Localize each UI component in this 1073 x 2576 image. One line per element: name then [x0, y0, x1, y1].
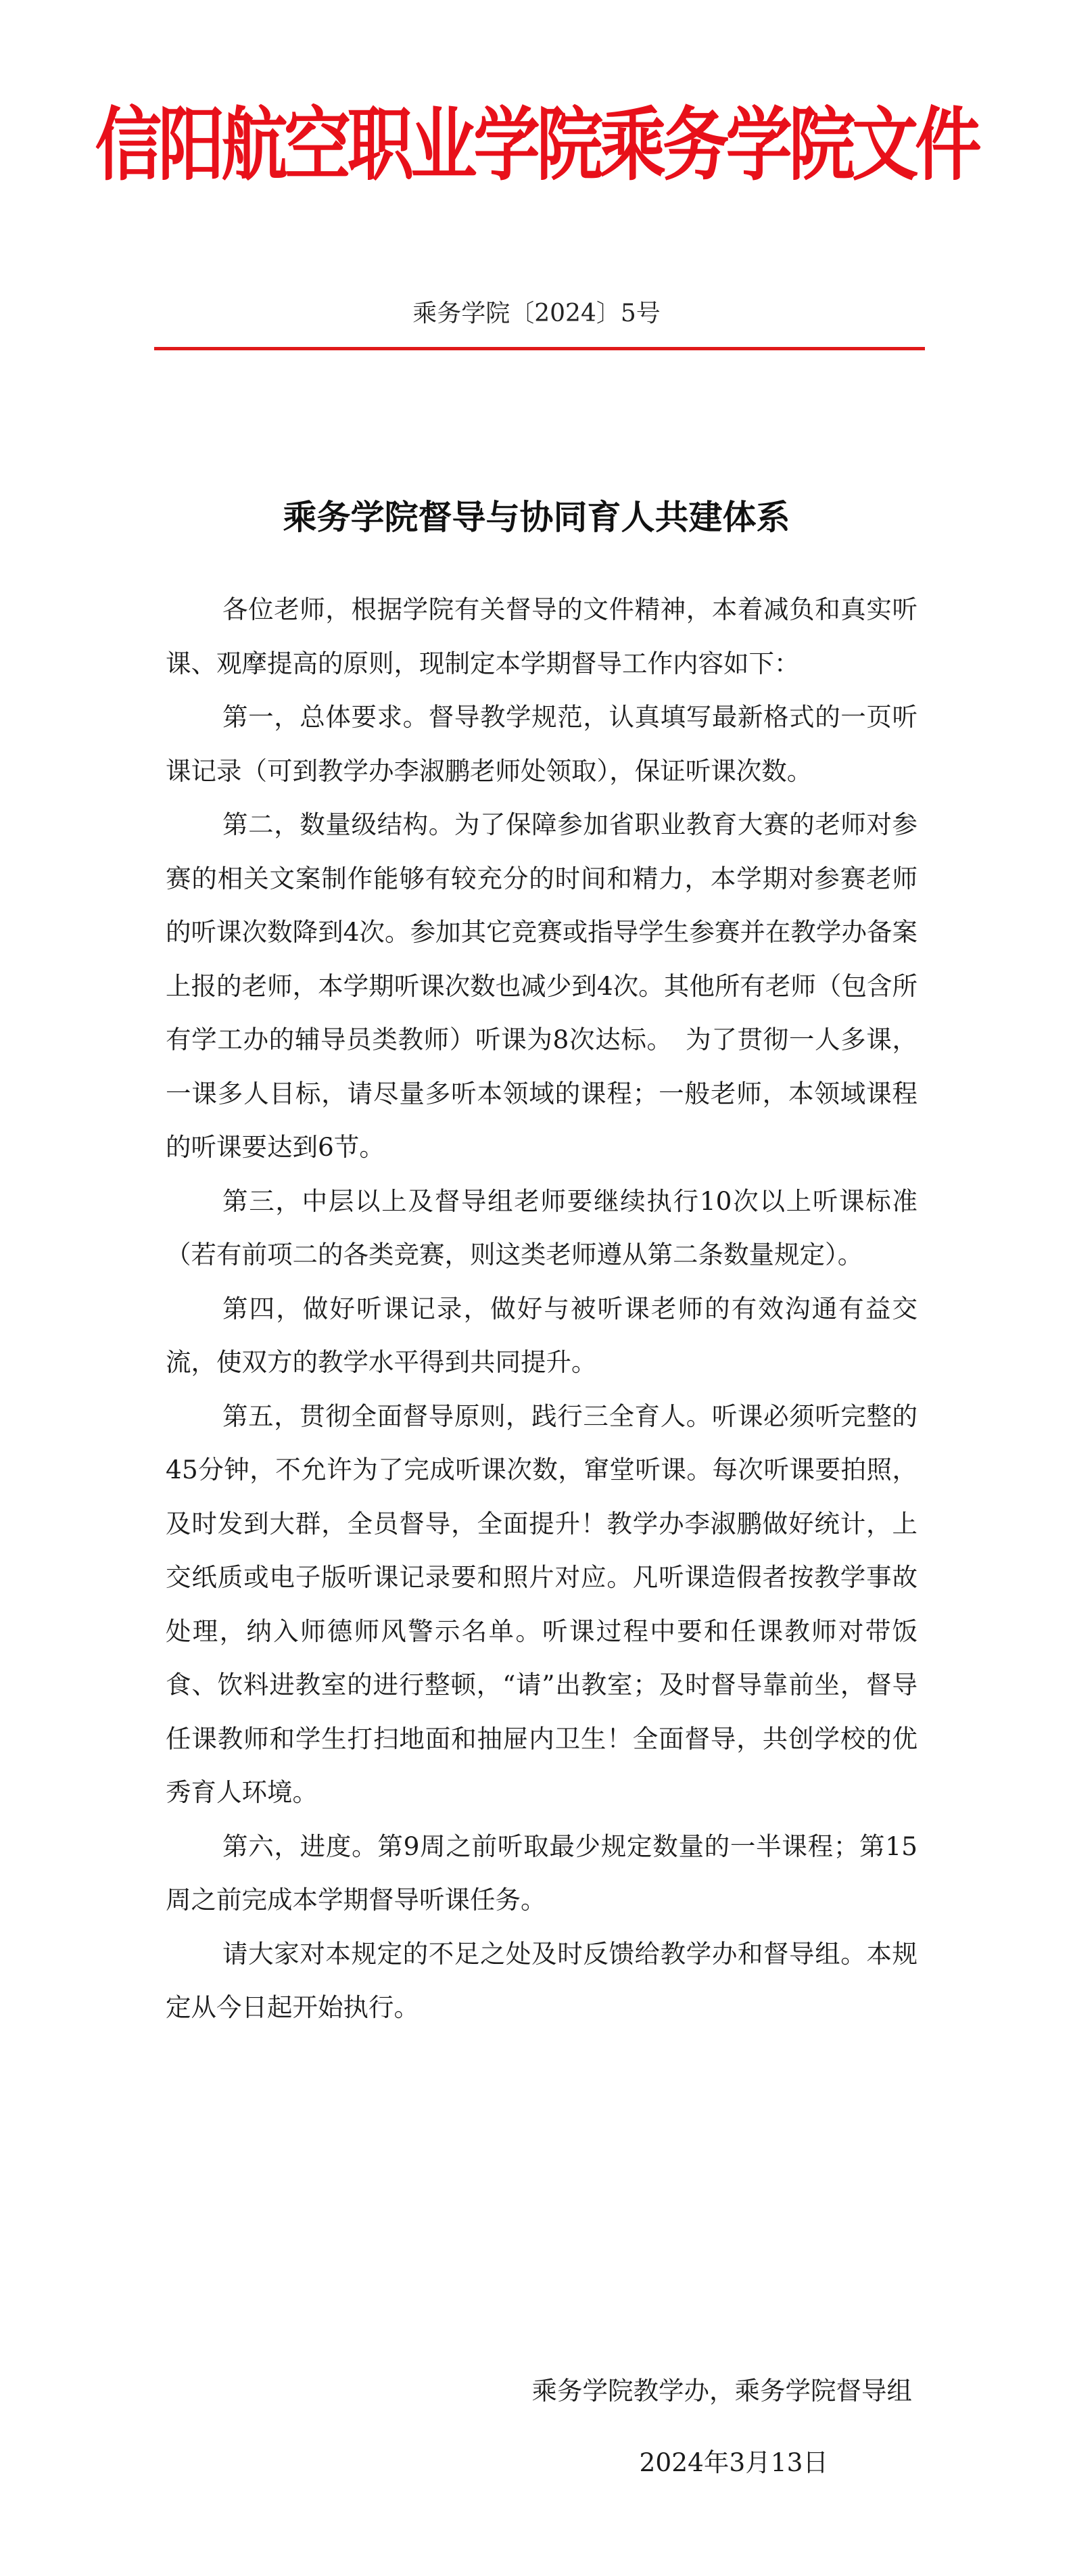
- paragraph-item-6: 第六，进度。第9周之前听取最少规定数量的一半课程；第15周之前完成本学期督导听课任务。: [166, 1831, 917, 1915]
- header-divider: [154, 347, 925, 350]
- paragraph-intro: 各位老师，根据学院有关督导的文件精神，本着减负和真实听课、观摩提高的原则，现制定本学期督导工作内容如下：: [166, 594, 917, 678]
- paragraph-item-3: 第三，中层以上及督导组老师要继续执行10次以上听课标准（若有前项二的各类竞赛，则这类老师遵从第二条数量规定）。: [166, 1186, 917, 1269]
- paragraph-closing: 请大家对本规定的不足之处及时反馈给教学办和督导组。本规定从今日起开始执行。: [166, 1938, 917, 2022]
- document-masthead: 信阳航空职业学院乘务学院文件: [95, 98, 978, 192]
- paragraph-item-2: 第二，数量级结构。为了保障参加省职业教育大赛的老师对参赛的相关文案制作能够有较充分的时间和精力，本学期对参赛老师的听课次数降到4次。参加其它竞赛或指导学生参赛并在教学办备案上报的老师，本学期听课次数也减少到4次。其他所有老师（包含所有学工办的辅导员类教师）听课为8次达标。 为了贯彻一人多课，一课多人目标，请尽量多听本领域的课程；一般老师，本领域课程的听课要达到6节。: [166, 810, 917, 1162]
- document-number: 乘务学院〔2024〕5号: [412, 300, 661, 327]
- document-body: [166, 583, 917, 2035]
- signature-issuer: 乘务学院教学办，乘务学院督导组: [531, 2376, 912, 2406]
- paragraph-item-4: 第四，做好听课记录，做好与被听课老师的有效沟通有益交流，使双方的教学水平得到共同提升。: [166, 1293, 917, 1377]
- paragraph-item-5: 第五，贯彻全面督导原则，践行三全育人。听课必须听完整的45分钟，不允许为了完成听课次数，窜堂听课。每次听课要拍照，及时发到大群，全员督导，全面提升！教学办李淑鹏做好统计，上交纸质或电子版听课记录要和照片对应。凡听课造假者按教学事故处理，纳入师德师风警示名单。听课过程中要和任课教师对带饭食、饮料进教室的进行整顿，“请”出教室；及时督导靠前坐，督导任课教师和学生打扫地面和抽屉内卫生！全面督导，共创学校的优秀育人环境。: [166, 1401, 917, 1807]
- signature-date: 2024年3月13日: [639, 2448, 828, 2477]
- paragraph-item-1: 第一，总体要求。督导教学规范，认真填写最新格式的一页听课记录（可到教学办李淑鹏老师处领取），保证听课次数。: [166, 702, 917, 786]
- document-title: 乘务学院督导与协同育人共建体系: [283, 497, 790, 537]
